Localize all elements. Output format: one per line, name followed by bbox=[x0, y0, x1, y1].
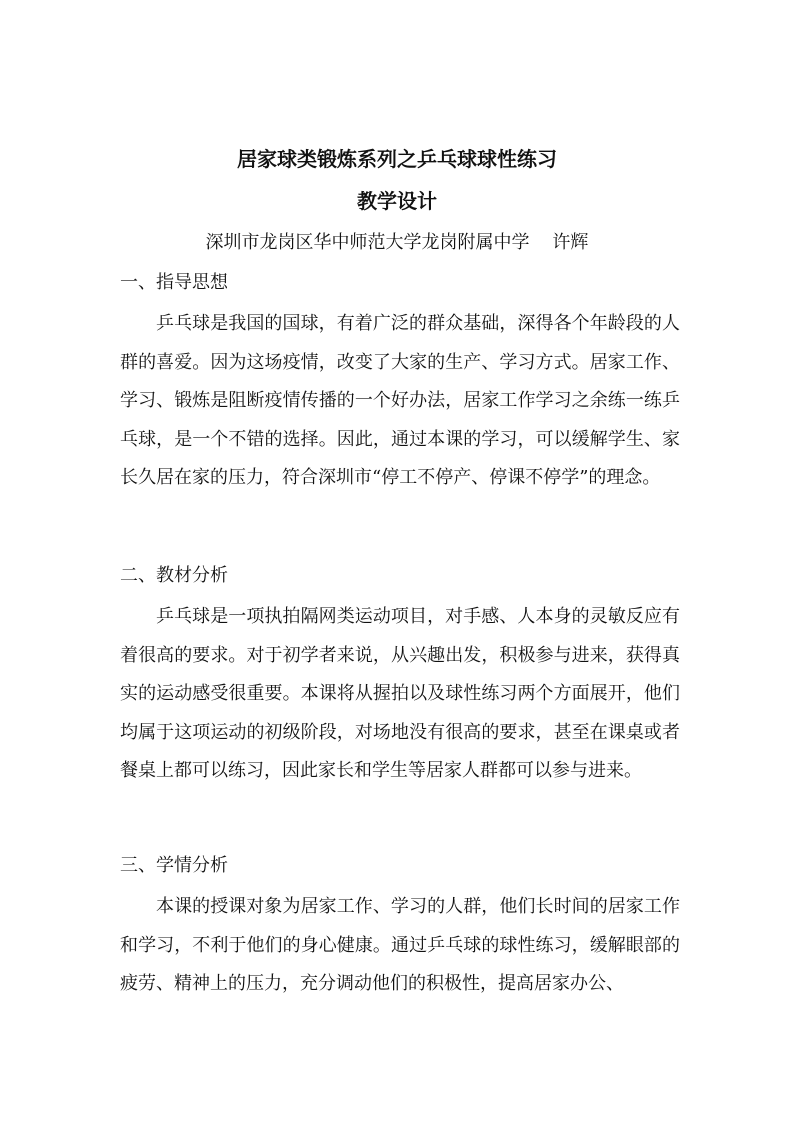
author-line: 深圳市龙岗区华中师范大学龙岗附属中学 许辉 bbox=[205, 232, 589, 253]
section-heading-learner-analysis: 三、学情分析 bbox=[120, 855, 228, 876]
section-body-learner-analysis: 本课的授课对象为居家工作、学习的人群，他们长时间的居家工作和学习，不利于他们的身心健康。通过乒乓球的球性练习，缓解眼部的疲劳、精神上的压力，充分调动他们的积极性，提高居家办公、 bbox=[120, 896, 680, 995]
document-title: 居家球类锻炼系列之乒乓球球性练习 bbox=[237, 147, 557, 171]
section-heading-guiding-ideology: 一、指导思想 bbox=[120, 272, 228, 293]
document-subtitle: 教学设计 bbox=[357, 189, 437, 213]
section-body-guiding-ideology: 乒乓球是我国的国球，有着广泛的群众基础，深得各个年龄段的人群的喜爱。因为这场疫情，改变了大家的生产、学习方式。居家工作、学习、锻炼是阻断疫情传播的一个好办法，居家工作学习之余练一练乒乓球，是一个不错的选择。因此，通过本课的学习，可以缓解学生、家长久居在家的压力，符合深圳市“停工不停产、停课不停学”的理念。 bbox=[120, 313, 680, 489]
section-heading-material-analysis: 二、教材分析 bbox=[120, 565, 228, 586]
section-body-material-analysis: 乒乓球是一项执拍隔网类运动项目，对手感、人本身的灵敏反应有着很高的要求。对于初学者来说，从兴趣出发，积极参与进来，获得真实的运动感受很重要。本课将从握拍以及球性练习两个方面展开，他们均属于这项运动的初级阶段，对场地没有很高的要求，甚至在课桌或者餐桌上都可以练习，因此家长和学生等居家人群都可以参与进来。 bbox=[120, 606, 680, 782]
